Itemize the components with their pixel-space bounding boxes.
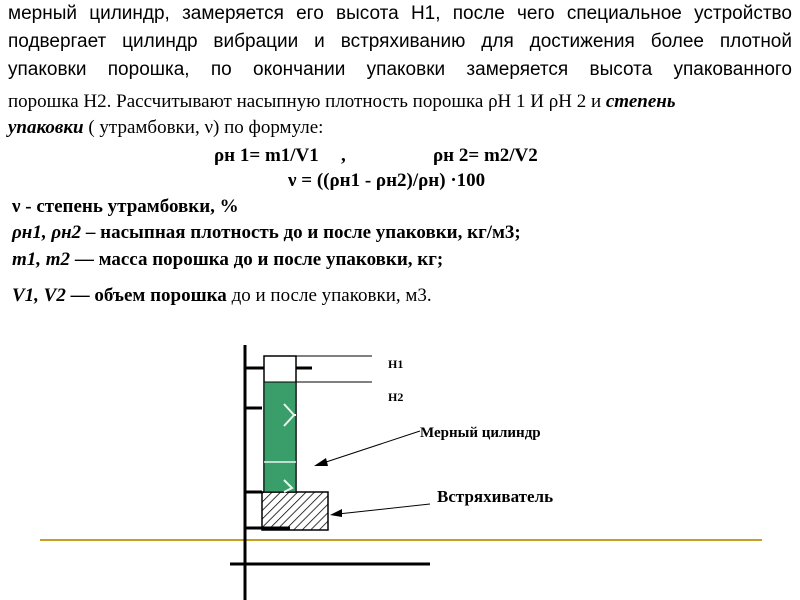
definition-density-symbol: ρн1, ρн2	[12, 222, 82, 243]
text-line-2: подвергает цилиндр вибрации и встряхиванию для достижения более плотной	[8, 31, 792, 52]
formula-compaction: ν = ((ρн1 - ρн2)/ρн) ·100	[288, 170, 486, 191]
formula-density-1: ρн 1= m1/V1	[214, 145, 319, 166]
text-line-1: мерный цилиндр, замеряется его высота Н1, после чего специальное устройство	[8, 3, 792, 24]
definition-volume-text: — объем порошка	[65, 285, 227, 306]
text-line-5-rest: ( утрамбовки, ν) по формуле:	[83, 117, 324, 138]
formula-density-2: ρн 2= m2/V2	[433, 145, 538, 166]
definition-mass-symbol: m1, m2	[12, 249, 71, 270]
h2-label: Н2	[388, 390, 404, 404]
text-line-4-main: порошка Н2. Рассчитывают насыпную плотность порошка ρН 1 И ρН 2 и	[8, 91, 606, 112]
shaker-label: Встряхиватель	[437, 487, 554, 506]
definition-nu: ν - степень утрамбовки, %	[12, 196, 239, 217]
shaker-pointer	[338, 504, 430, 514]
term-degree: степень	[605, 91, 676, 112]
cylinder-pointer	[320, 431, 420, 464]
formula-separator: ,	[341, 145, 346, 166]
definition-mass-text: — масса порошка до и после упаковки, кг;	[70, 249, 444, 270]
cylinder-label: Мерный цилиндр	[420, 425, 541, 441]
definition-density-text: – насыпная плотность до и после упаковки, кг/м3;	[81, 222, 521, 243]
term-packing: упаковки	[8, 117, 84, 138]
cylinder-pointer-arrowhead	[314, 458, 328, 466]
shaker-pointer-arrowhead	[330, 509, 342, 517]
shaker-block	[262, 492, 328, 530]
definition-volume-tail: до и после упаковки, м3.	[226, 285, 432, 306]
definition-volume-symbol: V1, V2	[12, 285, 66, 306]
text-line-3: упаковки порошка, по окончании упаковки замеряется высота упакованного	[8, 59, 792, 80]
powder-fill	[264, 382, 296, 492]
h1-label: Н1	[388, 357, 404, 371]
